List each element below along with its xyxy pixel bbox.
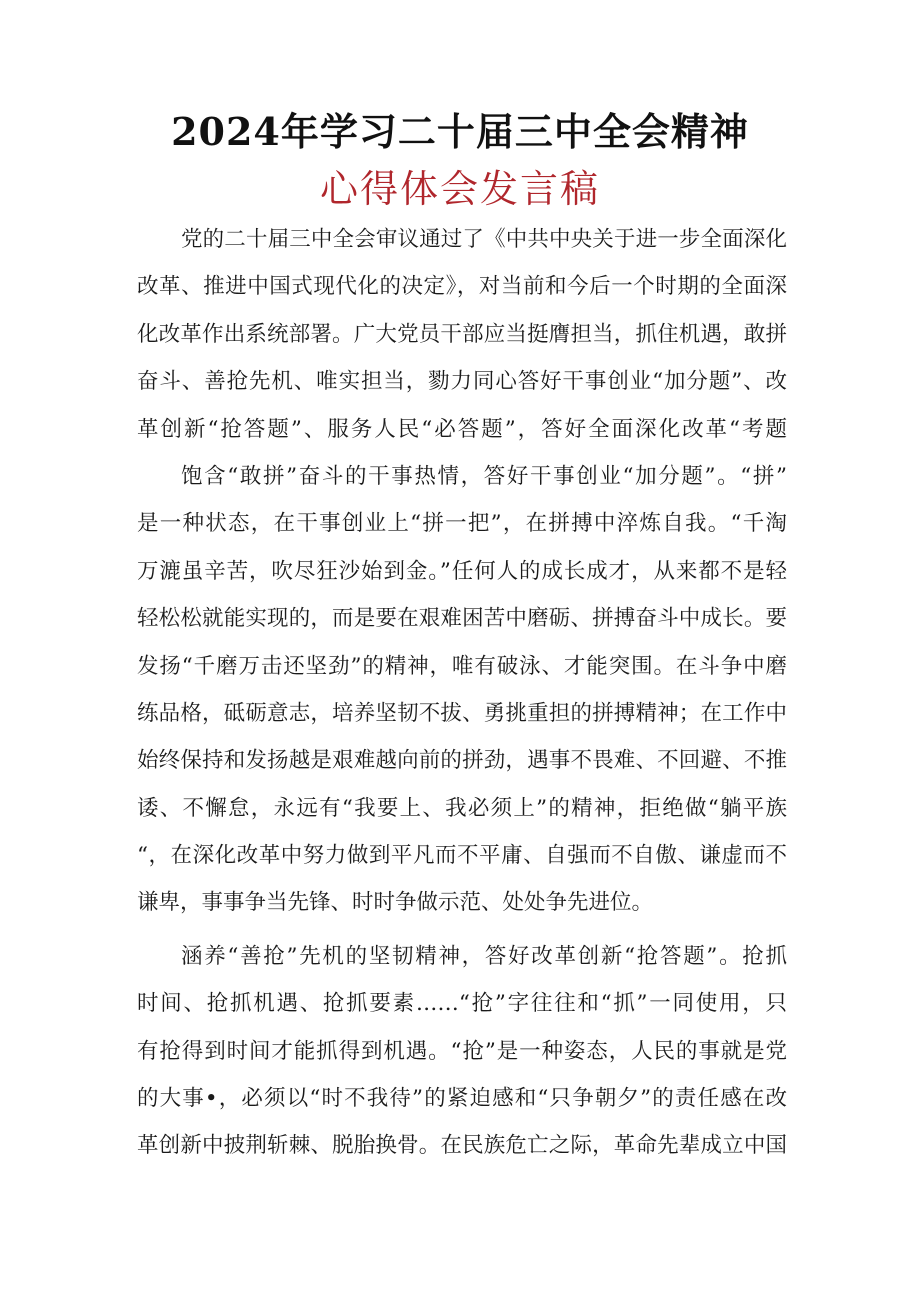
text-line: 练品格，砥砺意志，培养坚韧不拔、勇挑重担的拼搏精神；在工作中 bbox=[137, 700, 787, 726]
text-line: 饱含“敢拼”奋斗的干事热情，答好干事创业“加分题”。“拼” bbox=[181, 463, 787, 489]
document-body bbox=[137, 216, 787, 1170]
text-line: 涵养“善抢”先机的坚韧精神，答好改革创新“抢答题”。抢抓 bbox=[181, 943, 787, 969]
text-line: 是一种状态，在干事创业上“拼一把”，在拼搏中淬炼自我。“千淘 bbox=[137, 511, 787, 537]
text-line: 革创新“抢答题”、服务人民“必答题”，答好全面深化改革“考题 bbox=[137, 416, 787, 442]
text-line: 诿、不懈怠，永远有“我要上、我必须上”的精神，拒绝做“躺平族 bbox=[137, 795, 787, 821]
text-line: 奋斗、善抢先机、唯实担当，勠力同心答好干事创业“加分题”、改 bbox=[137, 369, 787, 395]
text-line: 万漉虽辛苦，吹尽狂沙始到金。”任何人的成长成才，从来都不是轻 bbox=[137, 558, 787, 584]
paragraph-3 bbox=[137, 933, 787, 1170]
text-line: “，在深化改革中努力做到平凡而不平庸、自强而不自傲、谦虚而不 bbox=[137, 843, 787, 869]
text-line: 化改革作出系统部署。广大党员干部应当挺膺担当，抓住机遇，敢拼 bbox=[137, 321, 787, 347]
document-title: 2024年学习二十届三中全会精神 bbox=[171, 109, 749, 154]
text-line: 轻松松就能实现的，而是要在艰难困苦中磨砺、拼搏奋斗中成长。要 bbox=[137, 606, 787, 632]
text-line: 改革、推进中国式现代化的决定》，对当前和今后一个时期的全面深 bbox=[137, 274, 787, 300]
document-subtitle: 心得体会发言稿 bbox=[319, 167, 600, 211]
text-line: 有抢得到时间才能抓得到机遇。“抢”是一种姿态，人民的事就是党 bbox=[137, 1038, 787, 1064]
text-line: 始终保持和发扬越是艰难越向前的拼劲，遇事不畏难、不回避、不推 bbox=[137, 748, 787, 774]
text-line: 党的二十届三中全会审议通过了《中共中央关于进一步全面深化 bbox=[181, 227, 787, 252]
text-line: 革创新中披荆斩棘、脱胎换骨。在民族危亡之际，革命先辈成立中国 bbox=[137, 1133, 787, 1159]
text-line: 谦卑，事事争当先锋、时时争做示范、处处争先进位。 bbox=[137, 890, 654, 916]
text-line: 发扬“千磨万击还坚劲”的精神，唯有破泳、才能突围。在斗争中磨 bbox=[137, 653, 787, 679]
paragraph-2 bbox=[137, 453, 787, 927]
text-line: 的大事•，必须以“时不我待”的紧迫感和“只争朝夕”的责任感在改 bbox=[137, 1086, 787, 1112]
paragraph-1 bbox=[137, 216, 787, 453]
text-line: 时间、抢抓机遇、抢抓要素……“抢”字往往和“抓”一同使用，只 bbox=[137, 991, 787, 1017]
